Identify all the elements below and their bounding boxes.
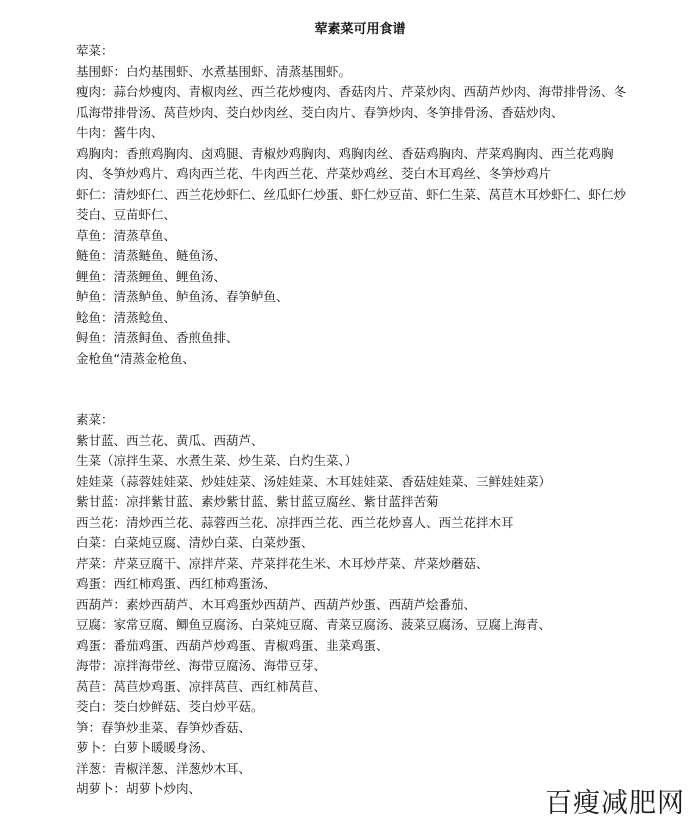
recipe-line: 萝卜：白萝卜暖暖身汤、 — [76, 740, 214, 755]
recipe-line: 西兰花：清炒西兰花、蒜蓉西兰花、凉拌西兰花、西兰花炒喜人、西兰花拌木耳 — [76, 514, 514, 530]
recipe-line: 鸡蛋：番茄鸡蛋、西葫芦炒鸡蛋、青椒鸡蛋、韭菜鸡蛋、 — [76, 637, 389, 653]
watermark-logo: 百瘦减肥网 — [545, 781, 685, 820]
recipe-line: 胡萝卜：胡萝卜炒肉、 — [76, 781, 202, 796]
veg-section — [76, 410, 636, 800]
recipe-line: 紫甘蓝：凉拌紫甘蓝、素炒紫甘蓝、紫甘蓝豆腐丝、紫甘蓝拌苦菊 — [76, 494, 439, 509]
recipe-line: 笋：春笋炒韭菜、春笋炒香菇、 — [76, 719, 252, 735]
veg-section-heading: 素菜： — [76, 412, 114, 427]
recipe-line: 娃娃菜（蒜蓉娃娃菜、炒娃娃菜、汤娃娃菜、木耳娃娃菜、香菇娃娃菜、三鲜娃娃菜） — [76, 473, 552, 489]
meat-section-heading: 荤菜： — [76, 43, 114, 58]
recipe-line: 瘦肉：蒜台炒瘦肉、青椒肉丝、西兰花炒瘦肉、香菇肉片、芹菜炒肉、西葫芦炒肉、海带排骨汤、冬瓜海带排骨汤、莴苣炒肉、茭白炒肉丝、茭白肉片、春笋炒肉、冬笋排骨汤、香菇炒肉、 — [76, 84, 627, 120]
recipe-line: 鲤鱼：清蒸鲤鱼、鲤鱼汤、 — [76, 268, 227, 284]
recipe-line: 鸡蛋：西红柿鸡蛋、西红柿鸡蛋汤、 — [76, 576, 277, 591]
recipe-line: 芹菜：芹菜豆腐干、凉拌芹菜、芹菜拌花生米、木耳炒芹菜、芹菜炒蘑菇、 — [76, 555, 489, 571]
recipe-line: 白菜：白菜炖豆腐、清炒白菜、白菜炒蛋、 — [76, 535, 314, 550]
recipe-line: 草鱼：清蒸草鱼、 — [76, 227, 177, 243]
recipe-document — [76, 18, 636, 800]
recipe-line: 海带：凉拌海带丝、海带豆腐汤、海带豆芽、 — [76, 658, 327, 673]
recipe-line: 基围虾：白灼基围虾、水煮基围虾、清蒸基围虾。 — [76, 63, 352, 79]
recipe-line: 虾仁：清炒虾仁、西兰花炒虾仁、丝瓜虾仁炒蛋、虾仁炒豆苗、虾仁生菜、莴苣木耳炒虾仁、虾仁炒茭白、豆苗虾仁、 — [76, 186, 627, 222]
recipe-line: 莴苣：莴苣炒鸡蛋、凉拌莴苣、西红柿莴苣、 — [76, 678, 327, 694]
recipe-line: 鲢鱼：清蒸鲢鱼、鲢鱼汤、 — [76, 248, 227, 263]
recipe-line: 紫甘蓝、西兰花、黄瓜、西葫芦、 — [76, 432, 264, 448]
page-title: 荤素菜可用食谱 — [314, 22, 406, 37]
section-spacer — [76, 369, 636, 410]
meat-section — [76, 41, 636, 369]
recipe-line: 鲶鱼：清蒸鲶鱼、 — [76, 309, 177, 325]
recipe-line: 鸡胸肉：香煎鸡胸肉、卤鸡腿、青椒炒鸡胸肉、鸡胸肉丝、香菇鸡胸肉、芹菜鸡胸肉、西兰花鸡胸肉、冬笋炒鸡片、鸡肉西兰花、牛肉西兰花、芹菜炒鸡丝、茭白木耳鸡丝、冬笋炒鸡片 — [76, 145, 614, 181]
recipe-line: 鲈鱼：清蒸鲈鱼、鲈鱼汤、春笋鲈鱼、 — [76, 289, 289, 304]
recipe-line: 洋葱：青椒洋葱、洋葱炒木耳、 — [76, 760, 252, 776]
recipe-line: 牛肉：酱牛肉、 — [76, 125, 164, 140]
recipe-line: 豆腐：家常豆腐、鲫鱼豆腐汤、白菜炖豆腐、青菜豆腐汤、菠菜豆腐汤、豆腐上海青、 — [76, 617, 552, 632]
recipe-line: 生菜（凉拌生菜、水煮生菜、炒生菜、白灼生菜、） — [76, 453, 358, 468]
recipe-line: 茭白：茭白炒鲜菇、茭白炒平菇。 — [76, 699, 264, 714]
recipe-line: 西葫芦：素炒西葫芦、木耳鸡蛋炒西葫芦、西葫芦炒蛋、西葫芦烩番茄、 — [76, 596, 477, 612]
recipe-line: 鲟鱼：清蒸鲟鱼、香煎鱼排、 — [76, 330, 239, 345]
recipe-line: 金枪鱼“清蒸金枪鱼、 — [76, 350, 195, 366]
